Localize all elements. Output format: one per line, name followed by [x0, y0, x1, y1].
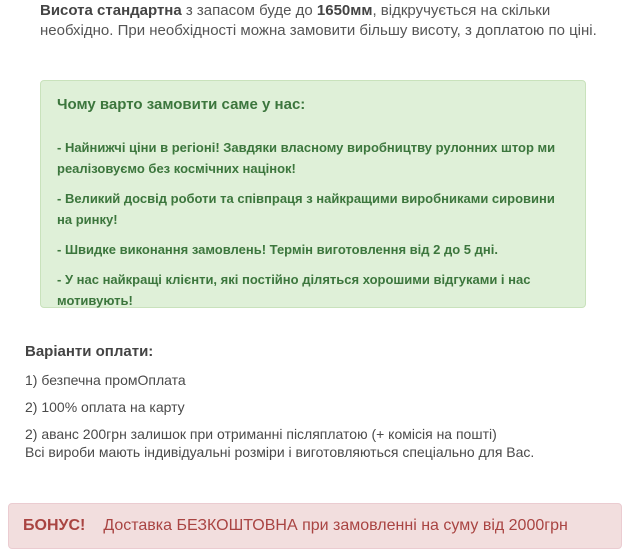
intro-standard-height: Висота стандартна	[40, 2, 182, 19]
payment-note: Всі вироби мають індивідуальні розміри і виготовляються спеціально для Вас.	[25, 444, 535, 460]
advantage-item: - У нас найкращі клієнти, які постійно діляться хорошими відгуками і нас мотивують!	[57, 272, 531, 308]
advantages-box	[40, 80, 586, 308]
intro-height-value: 1650мм	[316, 2, 373, 19]
intro-paragraph	[40, 1, 600, 41]
payment-title: Варіанти оплати:	[25, 343, 154, 360]
bonus-text: Доставка БЕЗКОШТОВНА при замовленні на суму від 2000грн	[103, 517, 568, 534]
advantage-item: - Найнижчі ціни в регіоні! Завдяки власному виробництву рулонних штор ми реалізовуємо без космічних націнок!	[57, 140, 556, 176]
intro-text-b: , відкручується на скільки необхідно. При необхідності можна замовити більшу висоту, з доплатою по ціні.	[40, 2, 597, 39]
payment-option: 1) безпечна промОплата	[25, 372, 186, 388]
advantages-title: Чому варто замовити саме у нас:	[57, 96, 306, 113]
payment-option: 2) 100% оплата на карту	[25, 399, 185, 415]
advantage-item: - Швидке виконання замовлень! Термін виготовлення від 2 до 5 дні.	[57, 242, 498, 257]
advantage-item: - Великий досвід роботи та співпраця з найкращими виробниками сировини на ринку!	[57, 191, 555, 227]
intro-text-a: з запасом буде до	[181, 2, 317, 19]
bonus-label: БОНУС!	[23, 517, 86, 534]
bonus-banner	[8, 503, 622, 549]
payment-option: 2) аванс 200грн залишок при отриманні післяплатою (+ комісія на пошті)	[25, 426, 497, 442]
